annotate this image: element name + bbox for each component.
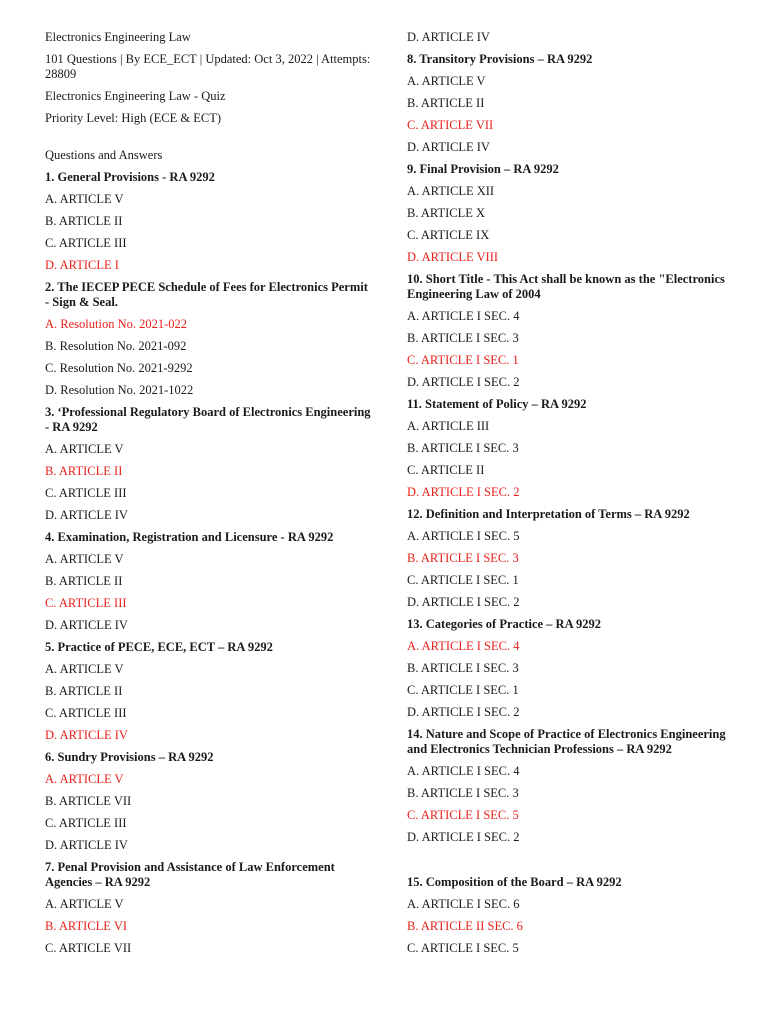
answer-option: B. Resolution No. 2021-092 — [45, 339, 187, 353]
answer-option: C. ARTICLE III — [45, 486, 127, 500]
answer-option: C. ARTICLE III — [45, 706, 127, 720]
question-heading: 7. Penal Provision and Assistance of Law Enforcement Agencies – RA 9292 — [45, 860, 335, 889]
correct-answer-option: D. ARTICLE IV — [45, 728, 128, 742]
correct-answer-option: C. ARTICLE I SEC. 5 — [407, 808, 519, 822]
question-heading: 4. Examination, Registration and Licensure - RA 9292 — [45, 530, 334, 544]
question-heading: 6. Sundry Provisions – RA 9292 — [45, 750, 214, 764]
question-heading: 12. Definition and Interpretation of Terms – RA 9292 — [407, 507, 690, 521]
question-heading: 3. ‘Professional Regulatory Board of Electronics Engineering - RA 9292 — [45, 405, 371, 434]
question-heading: 11. Statement of Policy – RA 9292 — [407, 397, 587, 411]
answer-option: D. ARTICLE I SEC. 2 — [407, 830, 520, 844]
question-heading: 2. The IECEP PECE Schedule of Fees for Electronics Permit - Sign & Seal. — [45, 280, 368, 309]
right-column — [407, 30, 737, 963]
answer-option: D. ARTICLE IV — [407, 140, 490, 154]
answer-option: C. ARTICLE II — [407, 463, 485, 477]
question-heading: 9. Final Provision – RA 9292 — [407, 162, 559, 176]
answer-option: A. ARTICLE I SEC. 4 — [407, 309, 520, 323]
answer-option: A. ARTICLE V — [407, 74, 486, 88]
question-list-right — [407, 52, 737, 956]
answer-option: A. ARTICLE V — [45, 552, 124, 566]
correct-answer-option: B. ARTICLE II SEC. 6 — [407, 919, 523, 933]
priority-level: Priority Level: High (ECE & ECT) — [45, 111, 222, 125]
question-heading: 15. Composition of the Board – RA 9292 — [407, 875, 622, 889]
answer-option: C. ARTICLE I SEC. 1 — [407, 573, 519, 587]
question-heading: 10. Short Title - This Act shall be known as the "Electronics Engineering Law of 2004 — [407, 272, 725, 301]
correct-answer-option: C. ARTICLE III — [45, 596, 127, 610]
quiz-subtitle: Electronics Engineering Law - Quiz — [45, 89, 226, 103]
answer-option: B. ARTICLE II — [45, 574, 123, 588]
spacer — [407, 852, 737, 874]
answer-option: B. ARTICLE VII — [45, 794, 132, 808]
answer-option: B. ARTICLE I SEC. 3 — [407, 661, 519, 675]
answer-option: A. ARTICLE I SEC. 4 — [407, 764, 520, 778]
question-heading: 14. Nature and Scope of Practice of Electronics Engineering and Electronics Technician Professions – RA 9292 — [407, 727, 726, 756]
answer-option: C. ARTICLE I SEC. 5 — [407, 941, 519, 955]
answer-option: B. ARTICLE I SEC. 3 — [407, 441, 519, 455]
answer-option: C. ARTICLE IX — [407, 228, 490, 242]
answer-option: A. ARTICLE V — [45, 897, 124, 911]
answer-option: C. ARTICLE III — [45, 816, 127, 830]
left-column — [45, 30, 375, 963]
question-list-left — [45, 170, 375, 956]
correct-answer-option: A. ARTICLE V — [45, 772, 124, 786]
answer-option: C. ARTICLE I SEC. 1 — [407, 683, 519, 697]
correct-answer-option: B. ARTICLE VI — [45, 919, 128, 933]
answer-option: A. ARTICLE V — [45, 192, 124, 206]
quiz-info: 101 Questions | By ECE_ECT | Updated: Oct 3, 2022 | Attempts: 28809 — [45, 52, 371, 81]
answer-option: A. ARTICLE III — [407, 419, 490, 433]
question-heading: 5. Practice of PECE, ECE, ECT – RA 9292 — [45, 640, 273, 654]
correct-answer-option: A. ARTICLE I SEC. 4 — [407, 639, 520, 653]
answer-option: B. ARTICLE II — [45, 214, 123, 228]
correct-answer-option: C. ARTICLE VII — [407, 118, 494, 132]
answer-option: A. ARTICLE I SEC. 6 — [407, 897, 520, 911]
answer-option: D. ARTICLE IV — [45, 838, 128, 852]
answer-option: D. ARTICLE I SEC. 2 — [407, 375, 520, 389]
answer-option: A. ARTICLE I SEC. 5 — [407, 529, 520, 543]
answer-option: C. Resolution No. 2021-9292 — [45, 361, 193, 375]
answer-option: D. Resolution No. 2021-1022 — [45, 383, 194, 397]
question-heading: 1. General Provisions - RA 9292 — [45, 170, 215, 184]
question-heading: 8. Transitory Provisions – RA 9292 — [407, 52, 593, 66]
correct-answer-option: D. ARTICLE I SEC. 2 — [407, 485, 520, 499]
answer-option: B. ARTICLE X — [407, 206, 486, 220]
document-title: Electronics Engineering Law — [45, 30, 191, 44]
answer-option: D. ARTICLE IV — [45, 508, 128, 522]
answer-option: C. ARTICLE VII — [45, 941, 132, 955]
answer-option: D. ARTICLE I SEC. 2 — [407, 595, 520, 609]
answer-option: A. ARTICLE V — [45, 662, 124, 676]
answer-option: D. ARTICLE IV — [407, 30, 490, 44]
answer-option: B. ARTICLE I SEC. 3 — [407, 331, 519, 345]
correct-answer-option: A. Resolution No. 2021-022 — [45, 317, 188, 331]
section-heading: Questions and Answers — [45, 148, 163, 162]
answer-option: A. ARTICLE V — [45, 442, 124, 456]
question-heading: 13. Categories of Practice – RA 9292 — [407, 617, 602, 631]
correct-answer-option: D. ARTICLE VIII — [407, 250, 499, 264]
answer-option: A. ARTICLE XII — [407, 184, 495, 198]
answer-option: B. ARTICLE II — [407, 96, 485, 110]
answer-option: B. ARTICLE I SEC. 3 — [407, 786, 519, 800]
correct-answer-option: D. ARTICLE I — [45, 258, 119, 272]
answer-option: B. ARTICLE II — [45, 684, 123, 698]
answer-option: D. ARTICLE I SEC. 2 — [407, 705, 520, 719]
correct-answer-option: B. ARTICLE I SEC. 3 — [407, 551, 519, 565]
correct-answer-option: C. ARTICLE I SEC. 1 — [407, 353, 519, 367]
correct-answer-option: B. ARTICLE II — [45, 464, 123, 478]
answer-option: D. ARTICLE IV — [45, 618, 128, 632]
answer-option: C. ARTICLE III — [45, 236, 127, 250]
